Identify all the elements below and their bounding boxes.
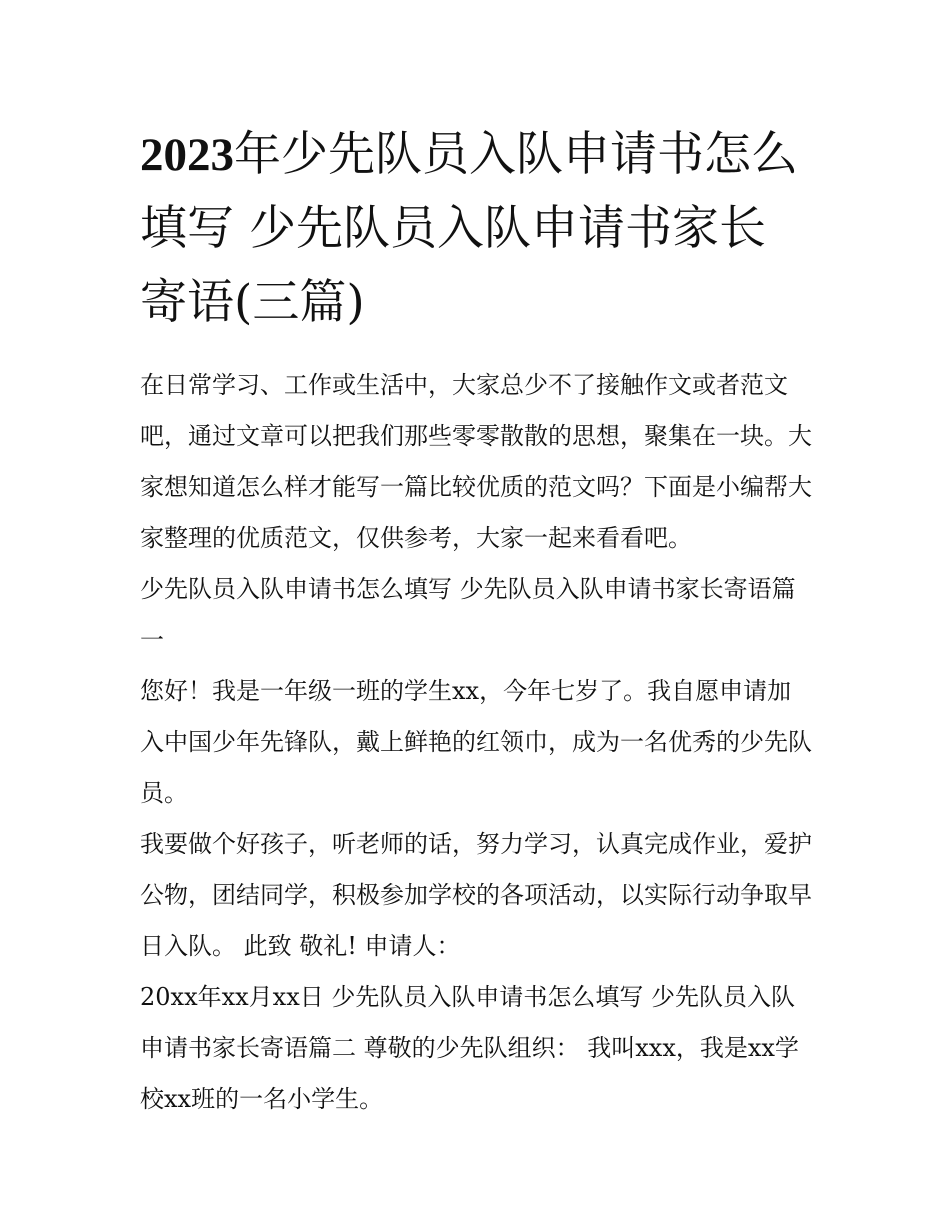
paragraph-intro: 在日常学习、工作或生活中，大家总少不了接触作文或者范文吧，通过文章可以把我们那些零零散散的思想，聚集在一块。大家想知道怎么样才能写一篇比较优质的范文吗？下面是小编帮大家整理的优质范文，仅供参考，大家一起来看看吧。 (140, 371, 812, 552)
title-text: 年少先队员入队申请书怎么填写 少先队员入队申请书家长寄语(三篇) (140, 127, 798, 330)
document-page (140, 118, 812, 1125)
paragraph-pledge: 我要做个好孩子，听老师的话，努力学习，认真完成作业，爱护公物，团结同学，积极参加学校的各项活动，以实际行动争取早日入队。 此致 敬礼! 申请人： (140, 830, 812, 960)
paragraph-heading-1: 少先队员入队申请书怎么填写 少先队员入队申请书家长寄语篇一 (140, 575, 796, 654)
document-body (140, 360, 812, 1125)
paragraph-greeting: 您好！我是一年级一班的学生xx，今年七岁了。我自愿申请加入中国少年先锋队，戴上鲜艳的红领巾，成为一名优秀的少先队员。 (140, 677, 812, 807)
paragraph-date-and-heading-2: 20xx年xx月xx日 少先队员入队申请书怎么填写 少先队员入队申请书家长寄语篇二 尊敬的少先队组织： 我叫xxx，我是xx学校xx班的一名小学生。 (140, 983, 799, 1113)
title-year: 2023 (140, 129, 234, 181)
document-title (140, 118, 812, 340)
